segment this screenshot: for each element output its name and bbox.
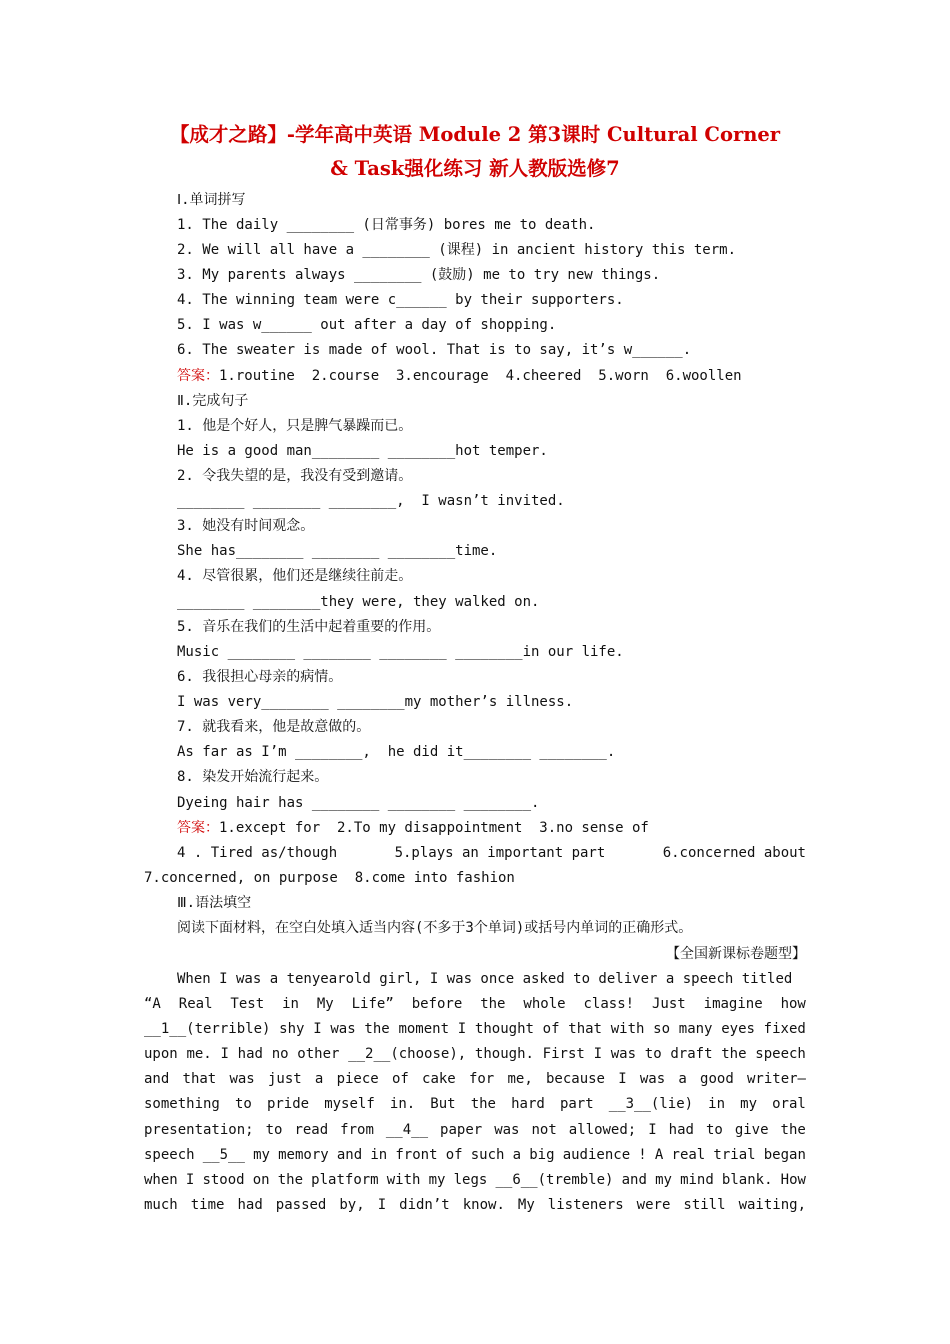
word: not: [531, 1122, 557, 1138]
word: __3__(lie): [608, 1096, 694, 1112]
word: Real: [178, 996, 213, 1012]
word: My: [316, 996, 334, 1012]
word: my: [655, 1172, 672, 1188]
word: from: [340, 1122, 374, 1138]
passage-line: [144, 1170, 806, 1190]
word: a: [314, 1071, 324, 1087]
instruction-text: 阅读下面材料，在空白处填入适当内容(不多于3个单词)或括号内单词的正确形式。: [177, 920, 693, 936]
word: of: [391, 1071, 409, 1087]
sentence-chinese: 1. 他是个好人，只是脾气暴躁而已。: [177, 418, 413, 434]
word: to: [265, 1122, 283, 1138]
answer-line: [177, 843, 806, 863]
word: other: [297, 1046, 340, 1062]
word: give: [734, 1122, 769, 1138]
word: waiting,: [738, 1197, 806, 1213]
word: speech: [755, 1046, 806, 1062]
word: thought: [474, 1021, 534, 1037]
word: on: [252, 1172, 270, 1188]
word: the: [364, 1021, 390, 1037]
word: much: [144, 1197, 178, 1213]
word: the: [470, 1096, 496, 1112]
passage-line: [144, 994, 806, 1014]
word: my: [253, 1147, 270, 1163]
word: imagine: [703, 996, 763, 1012]
sentence-english: I was very________ ________my mother’s illness.: [177, 694, 574, 710]
word: My: [517, 1197, 535, 1213]
word: was: [639, 1071, 666, 1087]
word: began: [763, 1147, 806, 1163]
word: upon: [144, 1046, 178, 1062]
passage-line: [144, 1019, 806, 1039]
sentence-chinese: 4. 尽管很累，他们还是继续往前走。: [177, 568, 413, 584]
word: a: [512, 1147, 522, 1163]
word: no: [271, 1046, 289, 1062]
word: my: [740, 1096, 757, 1112]
word: speech: [144, 1147, 195, 1163]
word: trial: [713, 1147, 756, 1163]
word: eyes: [721, 1021, 755, 1037]
word: before: [411, 996, 463, 1012]
word: mind: [680, 1172, 714, 1188]
word: and: [621, 1172, 647, 1188]
word: to: [234, 1096, 252, 1112]
sentence-chinese: 5. 音乐在我们的生活中起着重要的作用。: [177, 619, 441, 635]
word: was: [330, 1021, 356, 1037]
exercise-item: 1. The daily ________ (日常事务) bores me to death.: [177, 217, 596, 233]
word: “A: [144, 996, 161, 1012]
document-title-line-1: 【成才之路】-学年高中英语 Module 2 第3课时 Cultural Corner: [169, 123, 781, 146]
sentence-chinese: 2. 令我失望的是，我没有受到邀请。: [177, 468, 413, 484]
word: time: [190, 1197, 225, 1213]
word: cake: [422, 1071, 456, 1087]
word: front: [395, 1147, 438, 1163]
section-heading: Ⅰ.单词拼写: [177, 192, 246, 208]
answer-line: [177, 818, 649, 838]
word: A: [654, 1147, 664, 1163]
word: listeners: [547, 1197, 624, 1213]
answer-text: 5.plays an important part: [394, 845, 606, 861]
section-heading: Ⅲ.语法填空: [177, 895, 252, 911]
word: real: [671, 1147, 706, 1163]
word: __1__(terrible): [144, 1021, 271, 1037]
word: had: [668, 1122, 694, 1138]
sentence-english: Music ________ ________ ________ ________in our life.: [177, 644, 624, 660]
word: just: [267, 1071, 302, 1087]
word: were: [636, 1197, 671, 1213]
word: was: [610, 1046, 637, 1062]
word: oral: [772, 1096, 806, 1112]
document-title-line-2: & Task强化练习 新人教版选修7: [330, 157, 620, 180]
sentence-english: Dyeing hair has ________ ________ ________.: [177, 795, 540, 811]
word: so: [653, 1021, 671, 1037]
passage-line: [144, 1044, 806, 1064]
word: know.: [462, 1197, 505, 1213]
word: and: [144, 1071, 170, 1087]
word: with: [386, 1172, 421, 1188]
word: part: [559, 1096, 594, 1112]
word: with: [610, 1021, 645, 1037]
word: I: [220, 1046, 229, 1062]
section-heading: Ⅱ.完成句子: [177, 393, 249, 409]
word: draft: [670, 1046, 713, 1062]
word: __2__(choose),: [348, 1046, 467, 1062]
passage-line: [144, 1145, 806, 1165]
sentence-chinese: 7. 就我看来，他是故意做的。: [177, 719, 371, 735]
answer-text: 1.except for 2.To my disappointment 3.no sense of: [219, 820, 649, 836]
passage-line: [144, 1120, 806, 1140]
word: that: [182, 1071, 217, 1087]
sentence-english: As far as I’m ________, he did it________ ________.: [177, 744, 616, 760]
passage-line: When I was a tenyearold girl, I was once asked to deliver a speech titled: [177, 971, 793, 987]
answer-text: 4 . Tired as/though: [177, 845, 338, 861]
passage-line: [144, 1195, 806, 1215]
word: __5__: [202, 1147, 245, 1163]
word: __6__(tremble): [495, 1172, 614, 1188]
word: stood: [202, 1172, 245, 1188]
word: such: [470, 1147, 505, 1163]
passage-line: [144, 1094, 806, 1114]
word: I: [648, 1122, 657, 1138]
word: was: [229, 1071, 255, 1087]
word: shy: [279, 1021, 305, 1037]
source-tag: 【全国新课标卷题型】: [666, 946, 806, 962]
sentence-chinese: 3. 她没有时间观念。: [177, 518, 315, 534]
word: and: [336, 1147, 363, 1163]
answer-label: 答案：: [177, 368, 219, 384]
word: because: [545, 1071, 605, 1087]
word: I: [185, 1172, 195, 1188]
word: of: [542, 1021, 560, 1037]
word: presentation;: [144, 1122, 254, 1138]
word: how: [780, 996, 806, 1012]
word: in: [282, 996, 299, 1012]
word: I: [618, 1071, 627, 1087]
word: in: [370, 1147, 388, 1163]
word: !: [638, 1147, 647, 1163]
word: blank.: [721, 1172, 773, 1188]
word: piece: [336, 1071, 379, 1087]
sentence-english: She has________ ________ ________time.: [177, 543, 498, 559]
word: legs: [453, 1172, 488, 1188]
sentence-english: ________ ________they were, they walked on.: [177, 594, 540, 610]
word: was: [494, 1122, 520, 1138]
word: __4__: [385, 1122, 429, 1138]
sentence-english: He is a good man________ ________hot temper.: [177, 443, 548, 459]
word: me.: [186, 1046, 212, 1062]
word: me,: [507, 1071, 533, 1087]
word: allowed;: [568, 1122, 637, 1138]
word: audience: [562, 1147, 631, 1163]
exercise-item: 4. The winning team were c______ by their supporters.: [177, 292, 624, 308]
word: I: [313, 1021, 322, 1037]
word: moment: [398, 1021, 450, 1037]
word: to: [644, 1046, 662, 1062]
exercise-item: 5. I was w______ out after a day of shopping.: [177, 317, 557, 333]
sentence-chinese: 8. 染发开始流行起来。: [177, 769, 329, 785]
sentence-english: ________ ________ ________, I wasn’t invited.: [177, 493, 565, 509]
answer-text: 1.routine 2.course 3.encourage 4.cheered 5.worn 6.woollen: [219, 368, 742, 384]
word: the: [480, 996, 506, 1012]
word: How: [780, 1172, 806, 1188]
answer-label: 答案：: [177, 820, 219, 836]
sentence-chinese: 6. 我很担心母亲的病情。: [177, 669, 343, 685]
exercise-item: 3. My parents always ________ (鼓励) me to try new things.: [177, 267, 661, 283]
word: the: [721, 1046, 747, 1062]
word: I: [593, 1046, 602, 1062]
answer-line: 7.concerned, on purpose 8.come into fashion: [144, 870, 515, 886]
word: had: [237, 1046, 263, 1062]
exercise-item: 2. We will all have a ________ (课程) in ancient history this term.: [177, 242, 737, 258]
word: platform: [311, 1172, 379, 1188]
word: the: [780, 1122, 806, 1138]
word: fixed: [763, 1021, 806, 1037]
word: though.: [474, 1046, 534, 1062]
word: Just: [652, 996, 686, 1012]
word: a: [678, 1071, 687, 1087]
passage-line: [144, 1069, 806, 1089]
word: whole: [523, 996, 566, 1012]
word: that: [568, 1021, 602, 1037]
word: big: [529, 1147, 555, 1163]
word: many: [678, 1021, 713, 1037]
word: passed: [275, 1197, 327, 1213]
answer-text: 6.concerned about: [662, 845, 806, 861]
word: in.: [389, 1096, 416, 1112]
word: First: [542, 1046, 585, 1062]
word: memory: [278, 1147, 329, 1163]
word: I: [377, 1197, 387, 1213]
word: read: [294, 1122, 329, 1138]
word: didn’t: [399, 1197, 450, 1213]
word: had: [237, 1197, 263, 1213]
word: Test: [230, 996, 265, 1012]
word: good: [700, 1071, 734, 1087]
word: writer—: [746, 1071, 806, 1087]
word: myself: [324, 1096, 375, 1112]
word: Life”: [351, 996, 394, 1012]
word: something: [144, 1096, 220, 1112]
word: I: [457, 1021, 467, 1037]
answer-line: [177, 366, 742, 386]
word: when: [144, 1172, 178, 1188]
word: to: [705, 1122, 723, 1138]
word: still: [683, 1197, 726, 1213]
word: my: [428, 1172, 446, 1188]
word: pride: [266, 1096, 310, 1112]
word: of: [445, 1147, 463, 1163]
word: in: [708, 1096, 726, 1112]
word: class!: [583, 996, 635, 1012]
word: But: [430, 1096, 456, 1112]
word: paper: [440, 1122, 483, 1138]
word: the: [277, 1172, 304, 1188]
exercise-item: 6. The sweater is made of wool. That is to say, it’s w______.: [177, 342, 692, 358]
word: by,: [339, 1197, 365, 1213]
word: hard: [511, 1096, 545, 1112]
word: for: [468, 1071, 495, 1087]
